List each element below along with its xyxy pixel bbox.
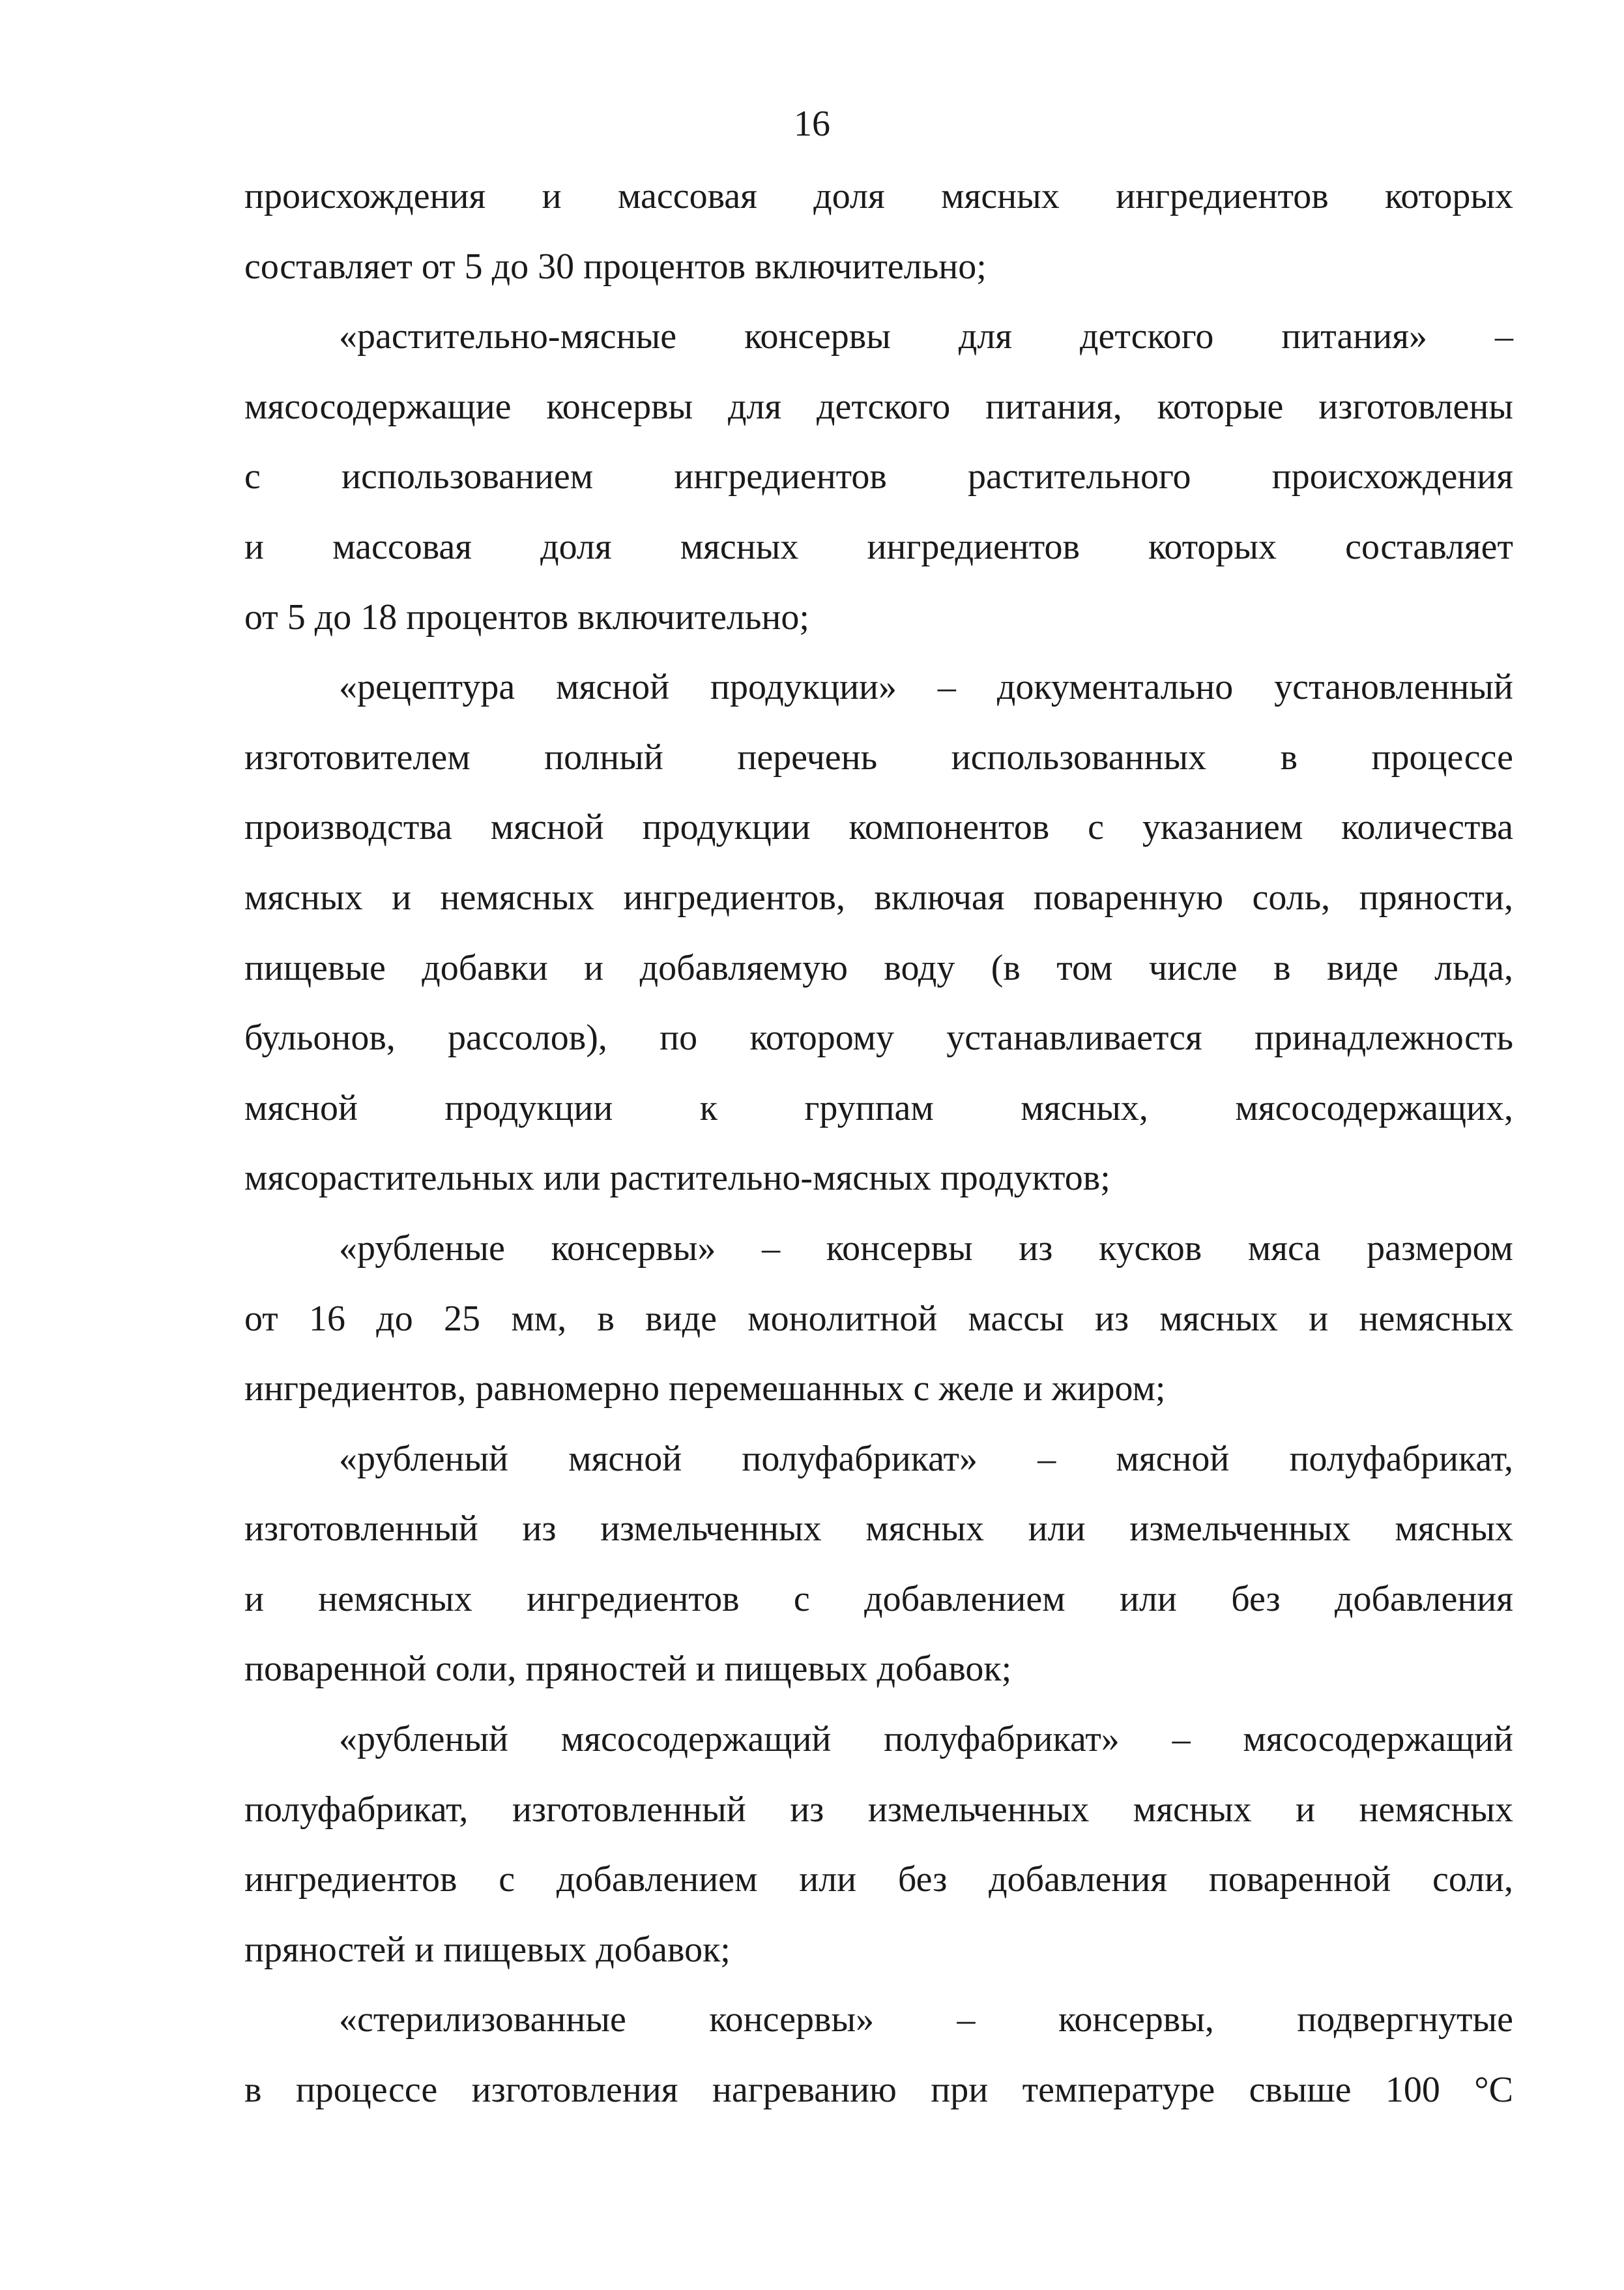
text-line: производства мясной продукции компонентов с указанием количества	[244, 807, 1513, 848]
text-line: пряностей и пищевых добавок;	[244, 1929, 731, 1970]
text-line: мясорастительных или растительно-мясных продуктов;	[244, 1158, 1110, 1199]
page-number: 16	[794, 104, 830, 144]
text-line: происхождения и массовая доля мясных ингредиентов которых	[244, 176, 1513, 216]
text-line: полуфабрикат, изготовленный из измельченных мясных и немясных	[244, 1789, 1513, 1830]
text-line: ингредиентов с добавлением или без добавления поваренной соли,	[244, 1859, 1513, 1900]
paragraph	[244, 1705, 1513, 1985]
paragraph	[244, 1214, 1513, 1424]
paragraph	[244, 302, 1513, 653]
text-line: «рубленые консервы» – консервы из кусков мяса размером	[339, 1227, 1513, 1269]
text-line: мясных и немясных ингредиентов, включая поваренную соль, пряности,	[244, 877, 1513, 918]
text-line: «рубленый мясной полуфабрикат» – мясной полуфабрикат,	[339, 1438, 1513, 1479]
document-body	[244, 162, 1513, 2126]
text-line: «стерилизованные консервы» – консервы, подвергнутые	[339, 1999, 1513, 2040]
text-line: составляет от 5 до 30 процентов включительно;	[244, 246, 987, 287]
paragraph	[244, 162, 1513, 302]
text-line: «растительно-мясные консервы для детского питания» –	[339, 316, 1513, 357]
text-line: поваренной соли, пряностей и пищевых добавок;	[244, 1649, 1012, 1690]
paragraph	[244, 1985, 1513, 2125]
text-line: пищевые добавки и добавляемую воду (в том числе в виде льда,	[244, 947, 1513, 988]
text-line: изготовителем полный перечень использованных в процессе	[244, 737, 1513, 778]
text-line: изготовленный из измельченных мясных или измельченных мясных	[244, 1508, 1513, 1549]
paragraph	[244, 1424, 1513, 1705]
text-line: с использованием ингредиентов растительного происхождения	[244, 456, 1513, 497]
text-line: мясосодержащие консервы для детского питания, которые изготовлены	[244, 386, 1513, 427]
text-line: от 5 до 18 процентов включительно;	[244, 596, 809, 638]
text-line: бульонов, рассолов), по которому устанавливается принадлежность	[244, 1018, 1513, 1059]
text-line: ингредиентов, равномерно перемешанных с желе и жиром;	[244, 1368, 1166, 1409]
paragraph	[244, 653, 1513, 1214]
text-line: «рубленый мясосодержащий полуфабрикат» – мясосодержащий	[339, 1719, 1513, 1760]
text-line: и немясных ингредиентов с добавлением или без добавления	[244, 1578, 1513, 1619]
text-line: и массовая доля мясных ингредиентов которых составляет	[244, 526, 1513, 567]
text-line: в процессе изготовления нагреванию при температуре свыше 100 °С	[244, 2070, 1513, 2111]
text-line: мясной продукции к группам мясных, мясосодержащих,	[244, 1087, 1513, 1128]
text-line: от 16 до 25 мм, в виде монолитной массы из мясных и немясных	[244, 1298, 1513, 1339]
text-line: «рецептура мясной продукции» – документально установленный	[339, 667, 1513, 708]
